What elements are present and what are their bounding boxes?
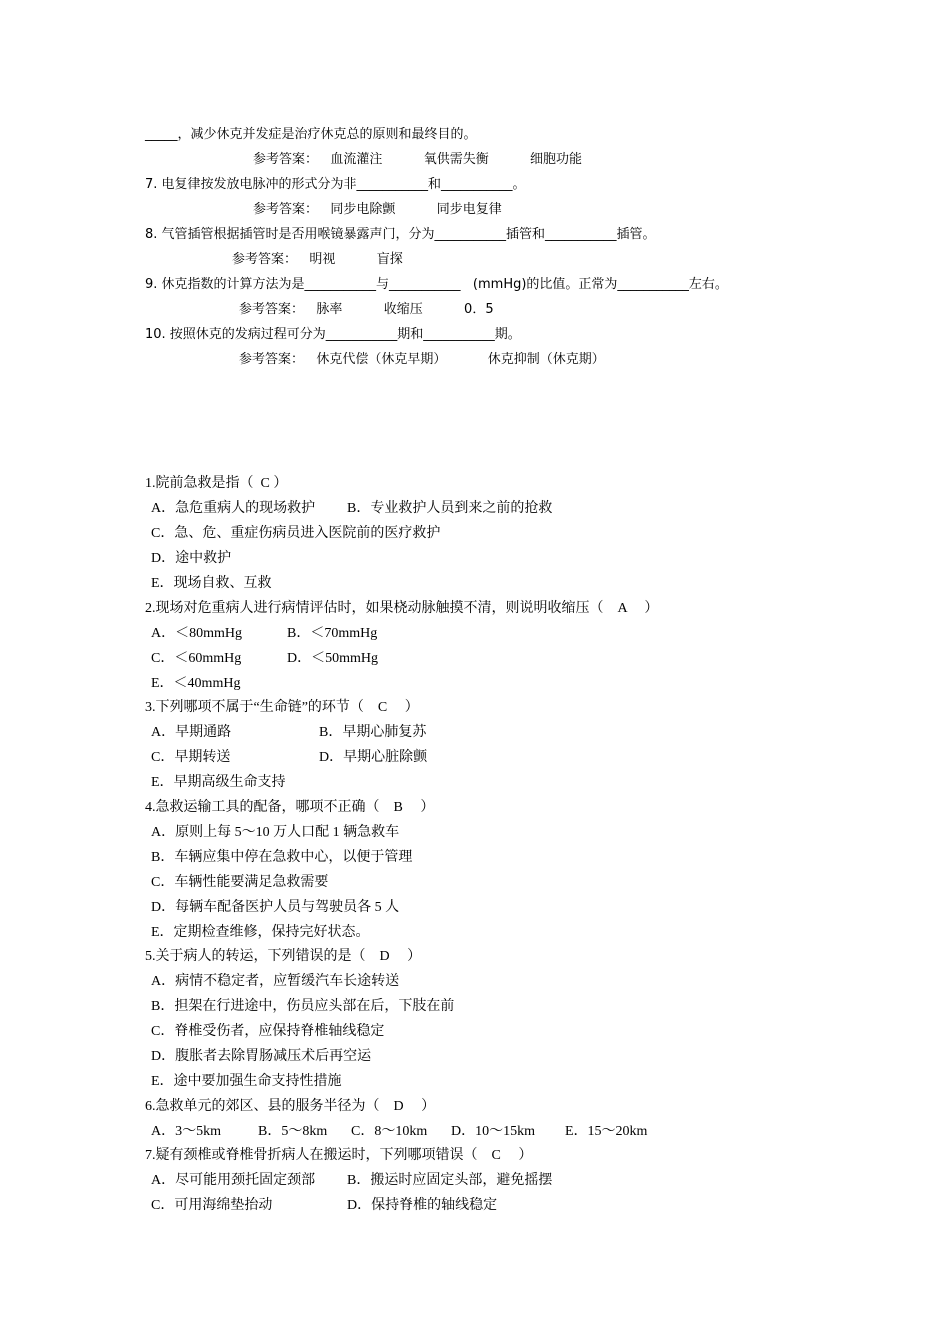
answer-line-6: 参考答案： 血流灌注 氧供需失衡 细胞功能: [253, 152, 583, 167]
mc-question-3: 3.下列哪项不属于“生命链”的环节（ C ）: [145, 700, 419, 715]
mc-q4-option-c: C．车辆性能要满足急救需要: [151, 875, 329, 890]
mc-q1-option-a: A．急危重病人的现场救护: [151, 501, 316, 516]
fill-in-line-6-tail: _____，减少休克并发症是治疗休克总的原则和最终目的。: [145, 127, 477, 142]
mc-q2-option-a: A．＜80mmHg: [151, 626, 242, 641]
mc-q3-option-a: A．早期通路: [151, 725, 232, 740]
mc-q7-option-b: B．搬运时应固定头部，避免摇摆: [347, 1173, 553, 1188]
question-9: 9. 休克指数的计算方法为是___________与___________ (mmHg)的比值。正常为___________左右。: [145, 277, 728, 292]
mc-q6-option-c: C．8～10km: [351, 1124, 428, 1139]
mc-q7-option-d: D．保持脊椎的轴线稳定: [347, 1198, 498, 1213]
mc-question-7: 7.疑有颈椎或脊椎骨折病人在搬运时，下列哪项错误（ C ）: [145, 1148, 533, 1163]
answer-line-10: 参考答案： 休克代偿（休克早期） 休克抑制（休克期）: [239, 352, 605, 367]
mc-q1-option-b: B．专业救护人员到来之前的抢救: [347, 501, 553, 516]
mc-q4-option-a: A．原则上每 5～10 万人口配 1 辆急救车: [151, 825, 400, 840]
mc-q6-option-d: D．10～15km: [451, 1124, 535, 1139]
mc-question-6: 6.急救单元的郊区、县的服务半径为（ D ）: [145, 1099, 436, 1114]
mc-question-5: 5.关于病人的转运，下列错误的是（ D ）: [145, 949, 422, 964]
question-8: 8. 气管插管根据插管时是否用喉镜暴露声门，分为___________插管和___________插管。: [145, 227, 656, 242]
mc-q5-option-b: B．担架在行进途中，伤员应头部在后，下肢在前: [151, 999, 455, 1014]
mc-q2-option-b: B．＜70mmHg: [287, 626, 378, 641]
mc-q1-option-e: E．现场自救、互救: [151, 576, 272, 591]
question-7: 7. 电复律按发放电脉冲的形式分为非___________和___________。: [145, 177, 526, 192]
mc-q4-option-d: D．每辆车配备医护人员与驾驶员各 5 人: [151, 900, 400, 915]
mc-q6-option-e: E．15～20km: [565, 1124, 648, 1139]
mc-question-1: 1.院前急救是指（ C ）: [145, 476, 288, 491]
mc-q3-option-b: B．早期心肺复苏: [319, 725, 427, 740]
mc-q5-option-c: C．脊椎受伤者，应保持脊椎轴线稳定: [151, 1024, 385, 1039]
mc-question-2: 2.现场对危重病人进行病情评估时，如果桡动脉触摸不清，则说明收缩压（ A ）: [145, 601, 659, 616]
question-10: 10. 按照休克的发病过程可分为___________期和___________期。: [145, 327, 521, 342]
mc-q4-option-e: E．定期检查维修，保持完好状态。: [151, 925, 370, 940]
answer-line-8: 参考答案： 明视 盲探: [232, 252, 403, 267]
mc-q6-option-b: B．5～8km: [258, 1124, 328, 1139]
mc-q1-option-c: C．急、危、重症伤病员进入医院前的医疗救护: [151, 526, 441, 541]
mc-question-4: 4.急救运输工具的配备，哪项不正确（ B ）: [145, 800, 435, 815]
mc-q3-option-e: E．早期高级生命支持: [151, 775, 286, 790]
mc-q4-option-b: B．车辆应集中停在急救中心，以便于管理: [151, 850, 413, 865]
mc-q6-option-a: A．3～5km: [151, 1124, 221, 1139]
mc-q1-option-d: D．途中救护: [151, 551, 232, 566]
answer-line-7: 参考答案： 同步电除颤 同步电复律: [253, 202, 502, 217]
mc-q3-option-d: D．早期心脏除颤: [319, 750, 428, 765]
mc-q7-option-c: C．可用海绵垫抬动: [151, 1198, 273, 1213]
mc-q3-option-c: C．早期转送: [151, 750, 231, 765]
mc-q2-option-c: C．＜60mmHg: [151, 651, 242, 666]
mc-q2-option-e: E．＜40mmHg: [151, 676, 241, 691]
mc-q7-option-a: A．尽可能用颈托固定颈部: [151, 1173, 316, 1188]
answer-line-9: 参考答案： 脉率 收缩压 0．5: [239, 302, 494, 317]
mc-q5-option-d: D．腹胀者去除胃肠减压术后再空运: [151, 1049, 372, 1064]
mc-q5-option-e: E．途中要加强生命支持性措施: [151, 1074, 342, 1089]
mc-q5-option-a: A．病情不稳定者，应暂缓汽车长途转送: [151, 974, 400, 989]
mc-q2-option-d: D．＜50mmHg: [287, 651, 378, 666]
